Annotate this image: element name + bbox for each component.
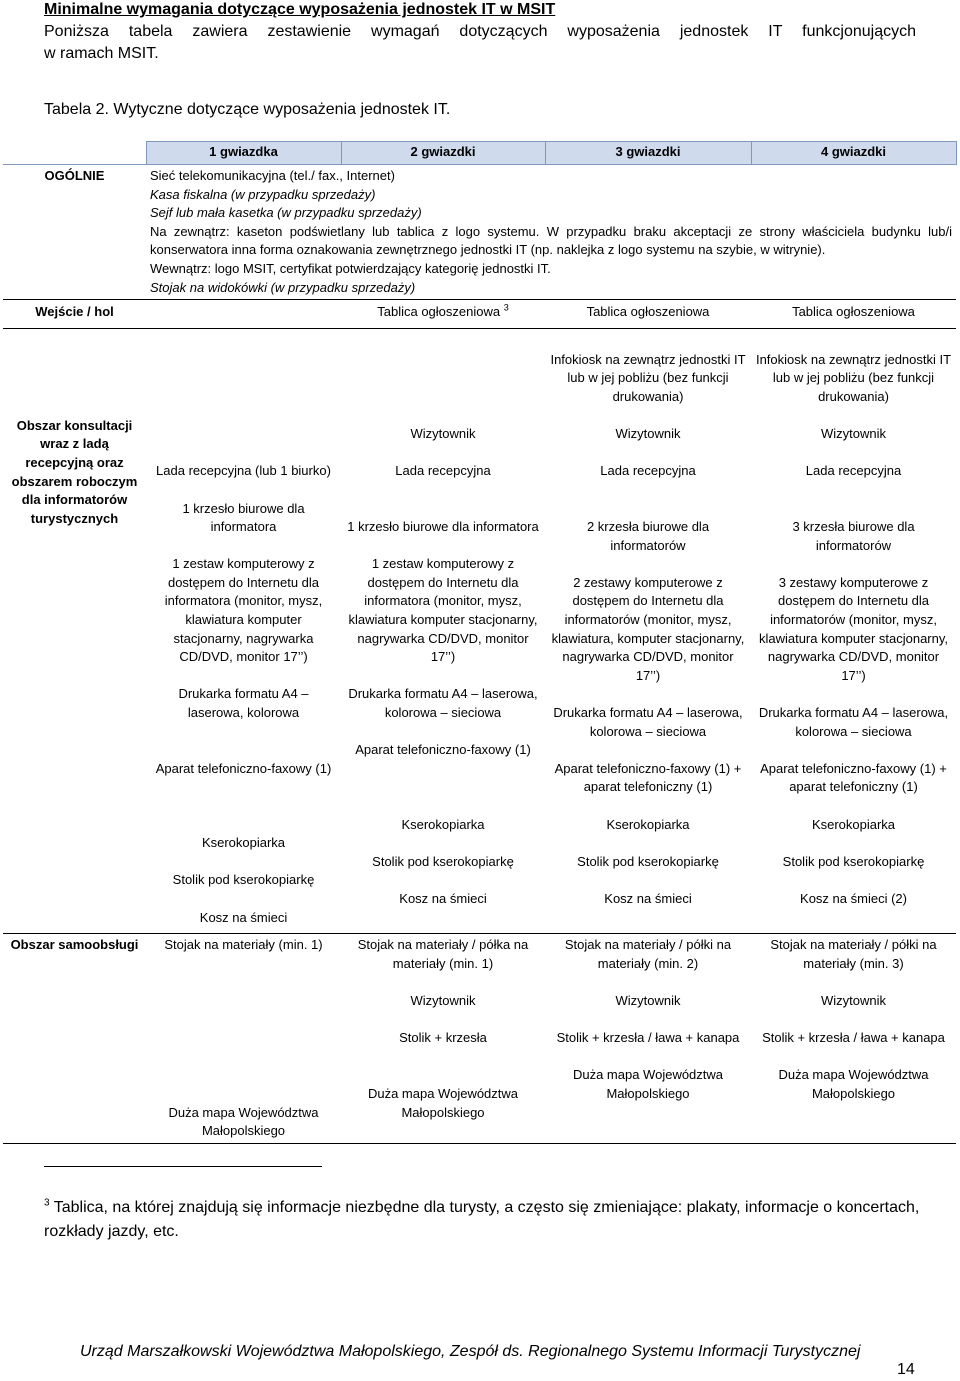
self-service-cell-1 (146, 934, 341, 1144)
entrance-cell-1 (146, 300, 341, 329)
zestaw-1: 1 zestaw komputerowy z dostępem do Internetu dla informatora (monitor, mysz, klawiatura komputer stacjonarny, nagrywarka CD/DVD, monitor 17’’) (164, 556, 323, 665)
infokiosk-3: Infokiosk na zewnątrz jednostki IT lub w jej pobliżu (bez funkcji drukowania) (550, 351, 746, 404)
krzeslo-1: 1 krzesło biurowe dla informatora (182, 500, 305, 535)
wizytownik-2: Wizytownik (410, 426, 476, 442)
kosz-3: Kosz na śmieci (604, 890, 692, 906)
page-number: 14 (897, 1361, 915, 1378)
infokiosk-2 (345, 351, 541, 407)
aparat-2: Aparat telefoniczno-faxowy (1) (355, 742, 531, 758)
self-stolik-3: Stolik + krzesła / ława + kanapa (556, 1030, 740, 1046)
aparat-3: Aparat telefoniczno-faxowy (1) + aparat telefoniczny (1) (554, 760, 742, 795)
row-label-general: OGÓLNIE (3, 165, 146, 300)
consultation-cell-1 (146, 328, 341, 933)
infokiosk-4: Infokiosk na zewnątrz jednostki IT lub w jej pobliżu (bez funkcji drukowania) (755, 351, 952, 404)
general-row (3, 165, 956, 300)
general-line-cash-register: Kasa fiskalna (w przypadku sprzedaży) (150, 186, 376, 202)
header-blank-cell (3, 142, 146, 165)
general-line-inside-logo: Wewnątrz: logo MSIT, certyfikat potwierdzający kategorię jednostki IT. (150, 260, 551, 276)
self-wizytownik-4: Wizytownik (820, 992, 886, 1008)
self-service-cell-2 (341, 934, 545, 1144)
kosz-4: Kosz na śmieci (2) (800, 890, 907, 906)
lada-4: Lada recepcyjna (805, 463, 902, 479)
entrance-cell-2-text: Tablica ogłoszeniowa (377, 304, 501, 320)
footnote-number: 3 (44, 1197, 50, 1209)
stojak-1: Stojak na materiały (min. 1) (164, 937, 323, 953)
row-label-consultation: Obszar konsultacji wraz z ladą recepcyjną oraz obszarem roboczym dla informatorów turystycznych (3, 328, 146, 933)
krzeslo-4: 3 krzesła biurowe dla informatorów (792, 519, 915, 553)
krzeslo-2: 1 krzesło biurowe dla informatora (347, 519, 539, 535)
self-stolik-2: Stolik + krzesła (399, 1030, 487, 1046)
zestaw-2: 1 zestaw komputerowy z dostępem do Internetu dla informatora (monitor, mysz, klawiatura komputer stacjonarny, nagrywarka CD/DVD, monitor 17’’) (348, 556, 538, 665)
entrance-row (3, 300, 956, 329)
stolik-ksero-2: Stolik pod kserokopiarkę (372, 853, 514, 869)
footnote-separator (44, 1166, 322, 1167)
mapa-3: Duża mapa Województwa Małopolskiego (572, 1067, 724, 1101)
zestaw-3: 2 zestawy komputerowe z dostępem do Internetu dla informatorów (monitor, mysz, klawiatura, komputer stacjonarny, nagrywarka CD/DVD, monitor 17’’) (551, 574, 745, 683)
lada-3: Lada recepcyjna (600, 463, 696, 479)
table-caption: Tabela 2. Wytyczne dotyczące wyposażenia jednostek IT. (44, 101, 451, 118)
entrance-cell-2 (341, 300, 545, 329)
document-heading: Minimalne wymagania dotyczące wyposażenia jednostek IT w MSIT (44, 1, 556, 18)
consultation-cell-2 (341, 328, 545, 933)
ksero-3: Kserokopiarka (606, 816, 690, 832)
ksero-4: Kserokopiarka (811, 816, 896, 832)
self-wizytownik-3: Wizytownik (615, 992, 681, 1008)
drukarka-3: Drukarka formatu A4 – laserowa, kolorowa – sieciowa (553, 705, 743, 739)
header-4-stars: 4 gwiazdki (751, 142, 956, 165)
self-wizytownik-2: Wizytownik (410, 992, 476, 1008)
header-1-star: 1 gwiazdka (146, 142, 341, 165)
table-header-row (3, 142, 956, 165)
zestaw-4: 3 zestawy komputerowe z dostępem do Internetu dla informatorów (monitor, mysz, klawiatura komputer stacjonarny, nagrywarka CD/DVD, monitor 17’’) (758, 574, 949, 683)
stolik-ksero-1: Stolik pod kserokopiarkę (172, 872, 315, 888)
stojak-3: Stojak na materiały / półki na materiały (min. 2) (564, 937, 732, 971)
kosz-2: Kosz na śmieci (399, 891, 487, 906)
mapa-4: Duża mapa Województwa Małopolskiego (778, 1067, 929, 1101)
intro-paragraph-continuation: w ramach MSIT. (44, 45, 159, 62)
ksero-2: Kserokopiarka (401, 816, 485, 832)
wizytownik-1 (150, 425, 337, 444)
infokiosk-1 (150, 351, 337, 407)
general-line-outside-sign: Na zewnątrz: kaseton podświetlany lub tablica z logo systemu. W przypadku braku akceptacji ze strony właściciela budynku lub/i konserwatora inna forma oznakowania zewnętrznego jednostki IT (np. naklejka z logo systemu na szybie, w witrynie). (150, 223, 952, 258)
general-line-safe: Sejf lub mała kasetka (w przypadku sprzedaży) (150, 205, 422, 221)
stojak-2: Stojak na materiały / półka na materiały (min. 1) (357, 937, 529, 971)
general-line-postcard-stand: Stojak na widokówki (w przypadku sprzedaży) (150, 279, 416, 295)
krzeslo-3: 2 krzesła biurowe dla informatorów (586, 519, 710, 553)
header-2-stars: 2 gwiazdki (341, 142, 545, 165)
general-line-telecom: Sieć telekomunikacyjna (tel./ fax., Internet) (150, 168, 395, 183)
aparat-1: Aparat telefoniczno-faxowy (1) (155, 760, 332, 776)
entrance-cell-3: Tablica ogłoszeniowa (545, 300, 751, 329)
self-service-cell-4 (751, 934, 956, 1144)
self-stolik-4: Stolik + krzesła / ława + kanapa (762, 1030, 945, 1046)
self-stolik-1 (150, 1048, 337, 1085)
intro-paragraph: Poniższa tabela zawiera zestawienie wymagań dotyczących wyposażenia jednostek IT funkcjonujących (44, 23, 916, 40)
general-requirements (146, 165, 956, 300)
footnote-text: Tablica, na której znajdują się informacje niezbędne dla turysty, a często się zmieniające: plakaty, informacje o koncertach, rozkłady jazdy, etc. (44, 1199, 920, 1240)
mapa-1: Duża mapa Województwa Małopolskiego (168, 1104, 319, 1139)
self-service-cell-3 (545, 934, 751, 1144)
wizytownik-3: Wizytownik (615, 426, 681, 442)
row-label-entrance: Wejście / hol (3, 300, 146, 329)
consultation-cell-4 (751, 328, 956, 933)
entrance-cell-4: Tablica ogłoszeniowa (751, 300, 956, 329)
footnote (44, 1196, 924, 1244)
header-3-stars: 3 gwiazdki (545, 142, 751, 165)
lada-2: Lada recepcyjna (395, 463, 491, 479)
drukarka-2: Drukarka formatu A4 – laserowa, kolorowa – sieciowa (348, 686, 538, 721)
self-service-row (3, 934, 956, 1144)
footnote-ref: 3 (503, 302, 509, 313)
ksero-1: Kserokopiarka (201, 835, 286, 851)
stolik-ksero-3: Stolik pod kserokopiarkę (577, 853, 719, 869)
drukarka-1: Drukarka formatu A4 – laserowa, kolorowa (178, 686, 309, 721)
requirements-table (3, 141, 957, 1144)
consultation-cell-3 (545, 328, 751, 933)
wizytownik-4: Wizytownik (820, 426, 886, 442)
row-label-self-service: Obszar samoobsługi (10, 937, 139, 953)
aparat-4: Aparat telefoniczno-faxowy (1) + aparat telefoniczny (1) (760, 760, 947, 795)
page-footer: Urząd Marszałkowski Województwa Małopolskiego, Zespół ds. Regionalnego Systemu Informacji Turystycznej (80, 1343, 861, 1360)
stojak-4: Stojak na materiały / półki na materiały (min. 3) (770, 937, 937, 971)
consultation-row (3, 328, 956, 933)
drukarka-4: Drukarka formatu A4 – laserowa, kolorowa – sieciowa (758, 705, 949, 739)
kosz-1: Kosz na śmieci (199, 909, 288, 925)
stolik-ksero-4: Stolik pod kserokopiarkę (782, 853, 925, 869)
mapa-2: Duża mapa Województwa Małopolskiego (367, 1085, 519, 1120)
lada-1: Lada recepcyjna (lub 1 biurko) (156, 463, 331, 479)
self-wizytownik-1 (150, 1011, 337, 1030)
